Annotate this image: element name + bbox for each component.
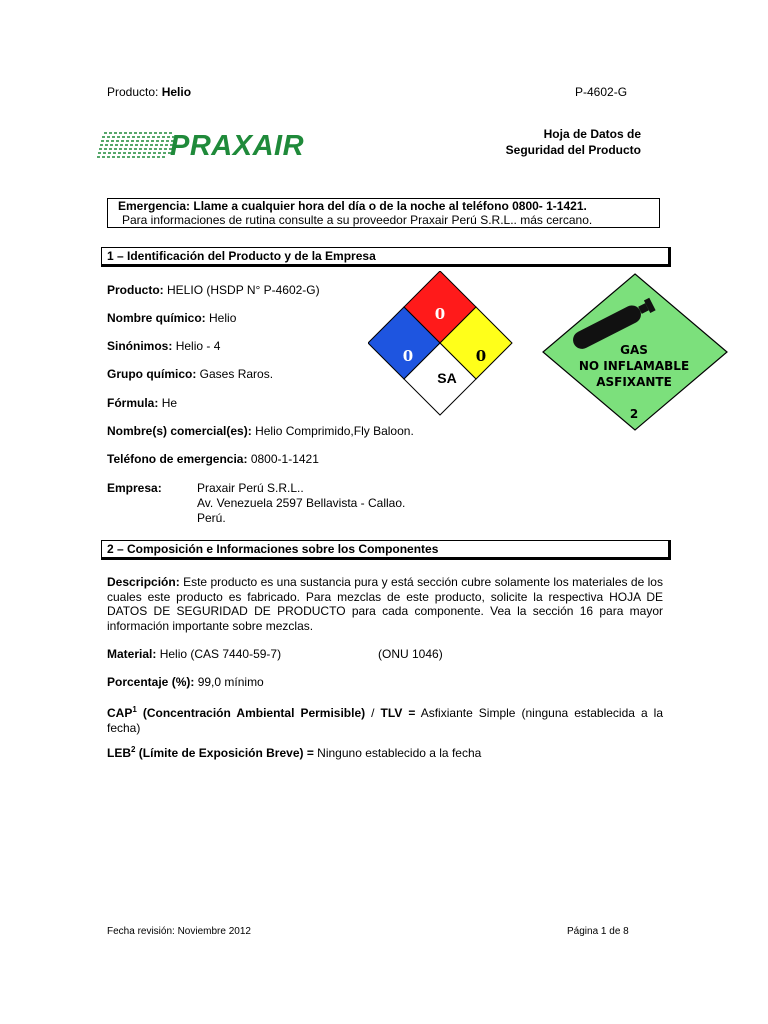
section-2-header: 2 – Composición e Informaciones sobre los Componentes	[101, 540, 671, 560]
leb-row	[107, 745, 481, 760]
company-line: Perú.	[197, 511, 226, 525]
percentage-label: Porcentaje (%):	[107, 675, 195, 689]
percentage-row	[107, 675, 264, 689]
field-value: Helio Comprimido,Fly Baloon.	[255, 424, 414, 438]
title-line-1: Hoja de Datos de	[543, 127, 641, 141]
field-nombre-comercial	[107, 424, 414, 438]
cap-slash: /	[371, 706, 381, 720]
transport-line-1: GAS	[620, 343, 648, 357]
company-line: Praxair Perú S.R.L..	[197, 481, 304, 495]
revision-date: Fecha revisión: Noviembre 2012	[107, 926, 251, 937]
cap-label: CAP	[107, 706, 133, 720]
logo-stripes-icon	[96, 130, 176, 162]
page-number: Página 1 de 8	[567, 926, 629, 937]
field-label: Grupo químico:	[107, 367, 197, 381]
leb-label: LEB	[107, 746, 131, 760]
leb-full-label: (Límite de Exposición Breve) =	[135, 746, 314, 760]
description-text: Este producto es una sustancia pura y está sección cubre solamente los materiales de los cuales este producto es fabricado. Para mezclas de este producto, solicite la respectiva HOJA DE DATOS DE SEGURIDAD DE PRODUCTO para cada componente. Vea la sección 16 para mayor información importante sobre mezclas.	[107, 575, 663, 633]
material-row	[107, 647, 281, 661]
leb-superscript: 2	[131, 745, 136, 754]
field-label: Nombre(s) comercial(es):	[107, 424, 252, 438]
document-code: P-4602-G	[575, 85, 628, 99]
description-label: Descripción:	[107, 575, 180, 589]
product-name: Helio	[161, 85, 192, 99]
field-nombre-quimico	[107, 311, 236, 325]
cap-value: Asfixiante Simple (ninguna establecida a la fecha)	[107, 706, 663, 735]
field-telefono-emergencia	[107, 452, 319, 466]
product-label: Producto:	[107, 85, 159, 99]
nfpa-special-value: SA	[437, 370, 457, 386]
nfpa-flammability-value: 0	[434, 305, 446, 323]
transport-line-3: ASFIXANTE	[596, 375, 672, 389]
field-value: Helio	[209, 311, 237, 325]
field-value: Helio - 4	[175, 339, 221, 353]
field-formula	[107, 396, 177, 410]
emergency-line-1: Emergencia: Llame a cualquier hora del día o de la noche al teléfono 0800- 1-1421.	[118, 199, 587, 213]
document-title	[441, 126, 641, 158]
transport-hazard-label	[541, 272, 729, 434]
onu-number: (ONU 1046)	[378, 647, 443, 661]
section-1-header: 1 – Identificación del Producto y de la Empresa	[101, 247, 671, 267]
field-label: Fórmula:	[107, 396, 159, 410]
field-label: Nombre químico:	[107, 311, 206, 325]
field-label: Teléfono de emergencia:	[107, 452, 248, 466]
field-value: HELIO (HSDP N° P-4602-G)	[167, 283, 320, 297]
cap-full-label: (Concentración Ambiental Permisible)	[136, 706, 372, 720]
nfpa-reactivity-value: 0	[475, 347, 487, 365]
field-value: Gases Raros.	[199, 367, 274, 381]
field-producto	[107, 283, 320, 297]
nfpa-diamond	[368, 271, 540, 423]
transport-class-number: 2	[629, 407, 639, 421]
percentage-value: 99,0 mínimo	[197, 675, 264, 689]
field-sinonimos	[107, 339, 220, 353]
field-value: He	[161, 396, 178, 410]
field-label: Producto:	[107, 283, 164, 297]
field-value: 0800-1-1421	[250, 452, 319, 466]
leb-value: Ninguno establecido a la fecha	[313, 746, 482, 760]
tlv-label: TLV =	[380, 706, 416, 720]
company-address	[197, 481, 405, 526]
company-line: Av. Venezuela 2597 Bellavista - Callao.	[197, 496, 406, 510]
nfpa-health-value: 0	[402, 347, 414, 365]
logo-text: PRAXAIR	[170, 130, 305, 162]
emergency-box	[107, 198, 660, 228]
field-grupo-quimico	[107, 367, 273, 381]
praxair-logo	[96, 130, 316, 162]
field-label: Sinónimos:	[107, 339, 173, 353]
transport-line-2: NO INFLAMABLE	[578, 359, 690, 373]
cap-tlv-paragraph	[107, 703, 663, 735]
company-label: Empresa:	[107, 481, 162, 495]
material-value: Helio (CAS 7440-59-7)	[159, 647, 282, 661]
title-line-2: Seguridad del Producto	[505, 143, 641, 157]
description-paragraph	[107, 575, 663, 633]
material-label: Material:	[107, 647, 157, 661]
emergency-line-2: Para informaciones de rutina consulte a su proveedor Praxair Perú S.R.L.. más cercano.	[122, 213, 593, 227]
product-header	[107, 85, 191, 99]
cap-superscript: 1	[132, 705, 137, 714]
